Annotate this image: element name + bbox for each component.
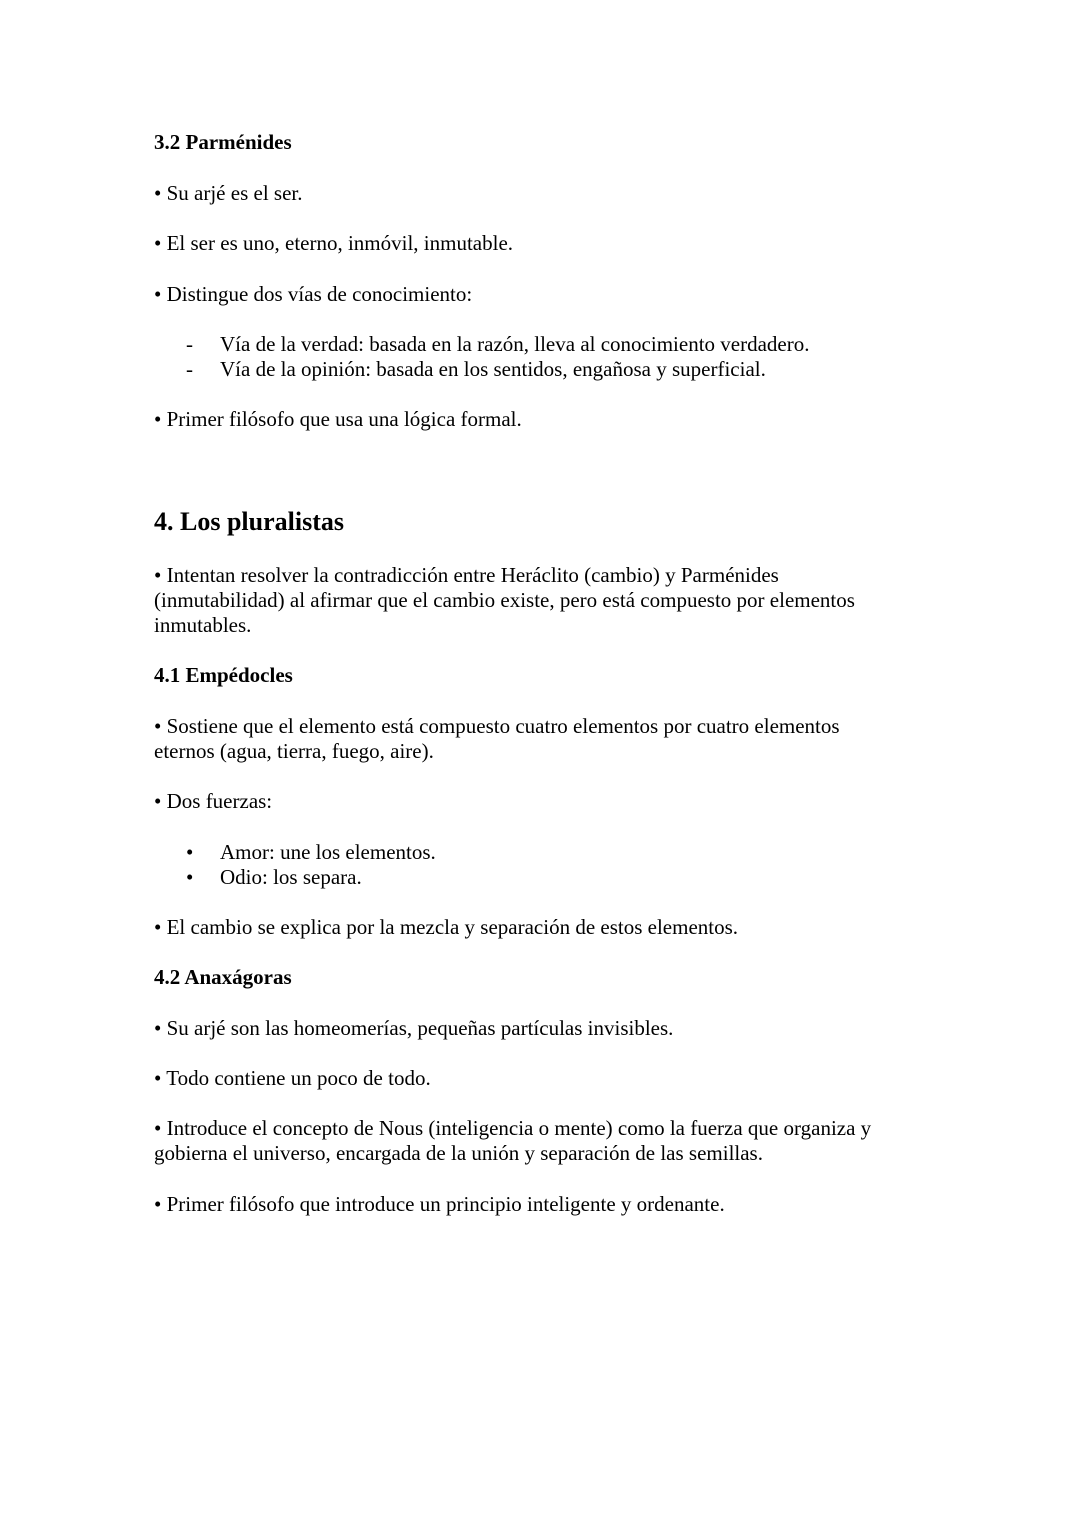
paragraph: • Primer filósofo que usa una lógica formal. <box>154 407 522 431</box>
section-heading-parmenides: 3.2 Parménides <box>154 130 292 154</box>
paragraph-line: eternos (agua, tierra, fuego, aire). <box>154 739 434 763</box>
list-item: Odio: los separa. <box>220 865 362 889</box>
paragraph: • Su arjé es el ser. <box>154 181 303 205</box>
list-item: Vía de la verdad: basada en la razón, lleva al conocimiento verdadero. <box>220 332 810 356</box>
section-heading-empedocles: 4.1 Empédocles <box>154 663 293 687</box>
paragraph-line: • Introduce el concepto de Nous (inteligencia o mente) como la fuerza que organiza y <box>154 1116 872 1140</box>
paragraph-line: • Intentan resolver la contradicción entre Heráclito (cambio) y Parménides <box>154 563 779 587</box>
bullet-marker: • <box>186 840 194 864</box>
paragraph: • El cambio se explica por la mezcla y separación de estos elementos. <box>154 915 739 939</box>
paragraph: • Todo contiene un poco de todo. <box>154 1066 431 1090</box>
section-heading-anaxagoras: 4.2 Anaxágoras <box>154 965 292 989</box>
list-item: Amor: une los elementos. <box>220 840 436 864</box>
paragraph-line: inmutables. <box>154 613 252 637</box>
list-item: Vía de la opinión: basada en los sentidos, engañosa y superficial. <box>220 357 766 381</box>
paragraph: • Primer filósofo que introduce un principio inteligente y ordenante. <box>154 1192 725 1216</box>
section-heading-pluralistas: 4. Los pluralistas <box>154 507 344 536</box>
paragraph-line: gobierna el universo, encargada de la unión y separación de las semillas. <box>154 1141 763 1165</box>
bullet-marker: • <box>186 865 194 889</box>
paragraph-line: (inmutabilidad) al afirmar que el cambio existe, pero está compuesto por elementos <box>154 588 855 612</box>
paragraph: • El ser es uno, eterno, inmóvil, inmutable. <box>154 231 514 255</box>
paragraph-line: • Sostiene que el elemento está compuesto cuatro elementos por cuatro elementos <box>154 714 840 738</box>
dash-marker: - <box>186 357 193 381</box>
paragraph: • Distingue dos vías de conocimiento: <box>154 282 473 306</box>
paragraph: • Su arjé son las homeomerías, pequeñas partículas invisibles. <box>154 1016 674 1040</box>
dash-marker: - <box>186 332 193 356</box>
paragraph: • Dos fuerzas: <box>154 789 273 813</box>
